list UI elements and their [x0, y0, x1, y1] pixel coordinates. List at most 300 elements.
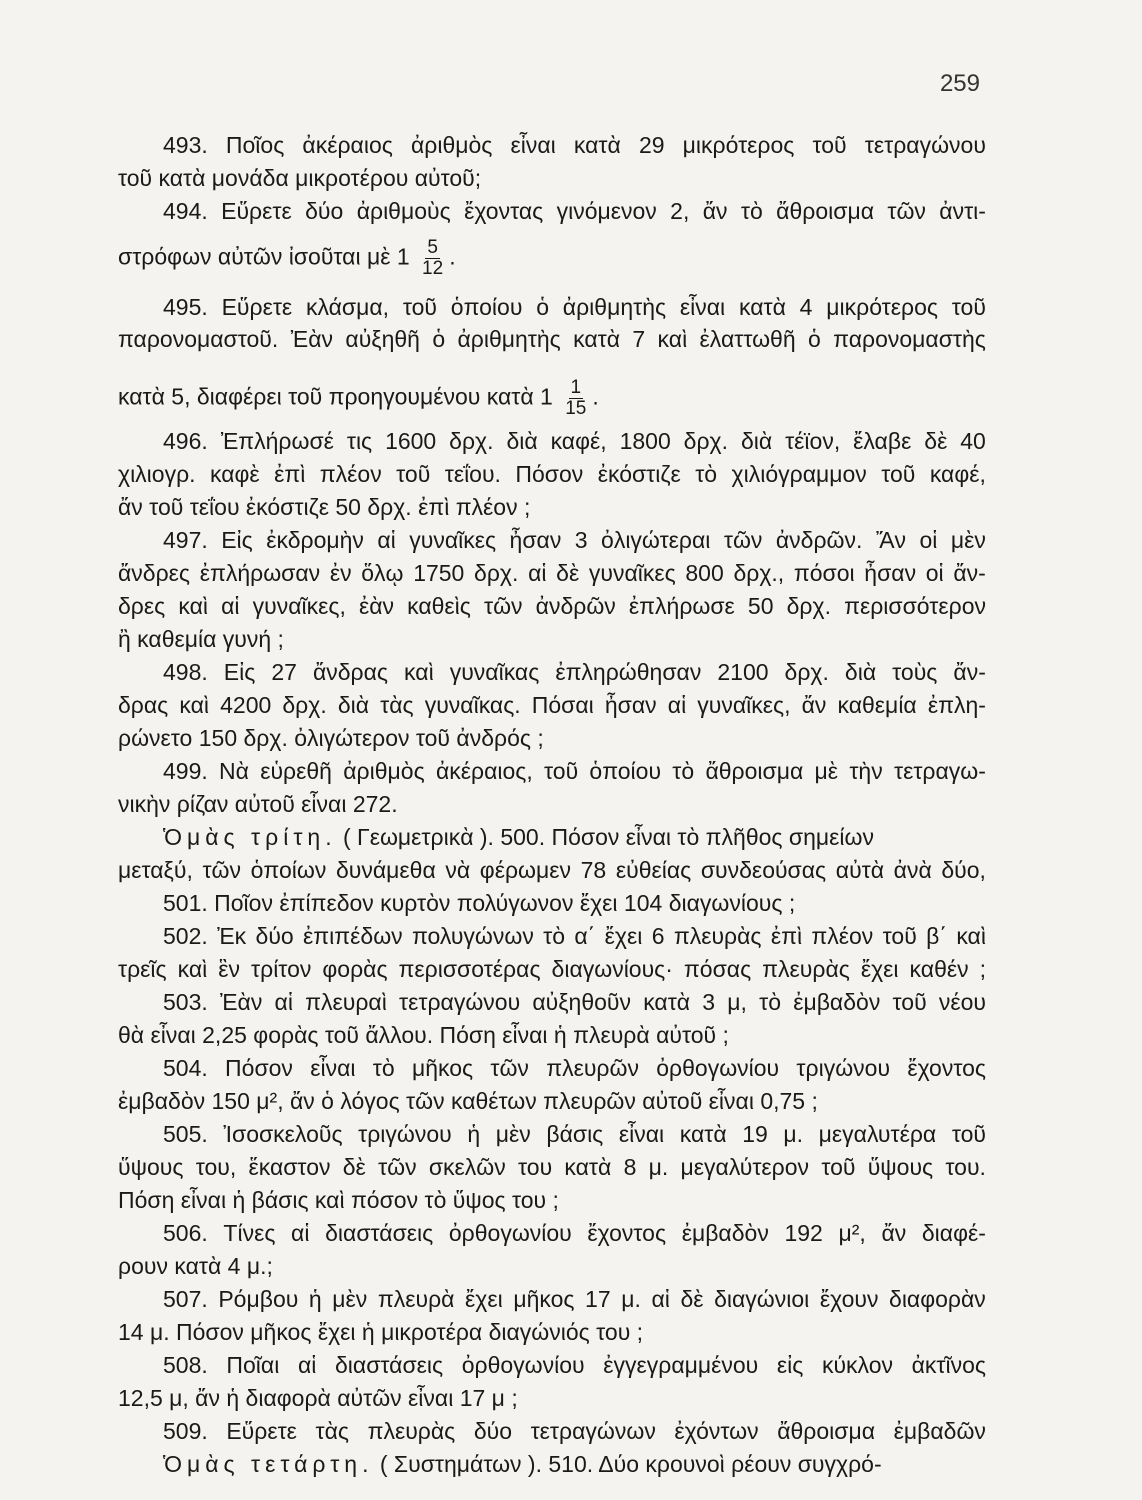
word: ἀκτῖνος [911, 1352, 986, 1378]
word: δὲ [556, 560, 580, 586]
word: Εἰς [223, 659, 256, 685]
word: δύο [473, 1418, 513, 1444]
word: ἔχει [465, 1286, 503, 1312]
word: δύο, [941, 857, 986, 883]
word: τῶν [378, 1154, 417, 1180]
word: 506. [163, 1220, 208, 1246]
word: αἱ [221, 593, 240, 619]
text-line: Πόση εἶναι ἡ βάσις καὶ πόσον τὸ ὕψος του ; [118, 1187, 559, 1213]
word: 2, [670, 198, 690, 224]
word: πλέον [319, 461, 382, 487]
text-line: 14 μ. Πόσον μῆκος ἔχει ἡ μικροτέρα διαγώνιός του ; [118, 1319, 644, 1345]
word: τὸ [759, 989, 781, 1015]
word: καθέν [909, 956, 969, 982]
word: ἐμβαδὸν [681, 1220, 769, 1246]
word: δρχ., [733, 560, 785, 586]
word: κατὰ [573, 132, 621, 158]
word: 3 [702, 989, 716, 1015]
word: 40 [960, 428, 986, 454]
word: γυναῖκες [588, 560, 676, 586]
word: δρας [118, 692, 169, 718]
word: ἐμβαδὸν [793, 989, 881, 1015]
word: τοῦ [881, 461, 916, 487]
word: μὲν [332, 1286, 368, 1312]
word: 505. [163, 1121, 208, 1147]
word: Νὰ [219, 758, 249, 784]
word: εὑρεθῆ [260, 758, 332, 784]
word: 494. [163, 198, 208, 224]
word: 495. [163, 294, 208, 320]
text-line [163, 292, 986, 322]
word: οἱ [919, 527, 938, 553]
word: Ποῖαι [226, 1352, 280, 1378]
word: δυνάμεθα [335, 857, 436, 883]
word: δύο [255, 923, 294, 949]
line-text: ( Γεωμετρικὰ ). 500. Πόσον εἶναι τὸ πλῆθος σημείων [342, 824, 874, 850]
word: κατὰ [643, 989, 691, 1015]
word: ἐχόντων [674, 1418, 759, 1444]
text-line [163, 1416, 986, 1446]
word: μεγαλύτερον [680, 1154, 810, 1180]
word: 78 [580, 857, 607, 883]
word: σκελῶν [428, 1154, 506, 1180]
word: αἱ [274, 989, 293, 1015]
word: τὰς [315, 1418, 349, 1444]
word: ἐπὶ [770, 923, 803, 949]
line-text: στρόφων αὐτῶν ἰσοῦται μὲ 1 [118, 243, 410, 270]
text-line [163, 987, 986, 1017]
word: Ἐπλήρωσέ [220, 428, 334, 454]
text-line [118, 855, 986, 885]
word: ἔχοντος [907, 1055, 986, 1081]
word: ὁποίων [250, 857, 327, 883]
text-line [163, 525, 986, 555]
word: πλευραὶ [305, 989, 387, 1015]
word: μὲ [814, 758, 839, 784]
word: ὁποίου [589, 758, 662, 784]
word: τῶν [490, 1055, 529, 1081]
word: τοῦ [882, 923, 917, 949]
word: τοῦ [951, 294, 986, 320]
word: μ, [727, 989, 747, 1015]
word: αἱ [528, 560, 547, 586]
word: ἔχει [604, 923, 643, 949]
word: τετραγώνου [864, 132, 986, 158]
word: διαφορὰν [889, 1286, 986, 1312]
word: ἡ [308, 1286, 322, 1312]
text-line: ἐμβαδὸν 150 μ², ἄν ὁ λόγος τῶν καθέτων πλευρῶν αὐτοῦ εἶναι 0,75 ; [118, 1088, 818, 1114]
word: του, [195, 1154, 237, 1180]
word: ὁποίου [450, 294, 523, 320]
line-text: . [592, 383, 599, 410]
word: ἐγγεγραμμένου [603, 1352, 759, 1378]
word: ἄθροισμα [705, 758, 804, 784]
word: Ἰσοσκελοῦς [223, 1121, 343, 1147]
word: καὶ [178, 593, 208, 619]
word: γινόμενον [556, 198, 657, 224]
word: ὁ [536, 294, 549, 320]
word: του. [945, 1154, 986, 1180]
word: πλευρῶν [546, 1055, 639, 1081]
word: ὀρθογωνίου [656, 1055, 780, 1081]
section-heading: Ὁμὰς τρίτη. [163, 824, 337, 850]
word: 493. [163, 132, 208, 158]
word: δρχ. [784, 659, 829, 685]
word: μ. [621, 1286, 641, 1312]
word: παρονομαστοῦ. [118, 326, 279, 352]
word: 4200 [220, 692, 272, 718]
word: ἐκδρομὴν [266, 527, 364, 553]
word: αἱ [651, 1286, 670, 1312]
word: ὕψους [118, 1154, 184, 1180]
section-line [163, 822, 986, 852]
text-line [163, 426, 986, 456]
word: διαφέ- [921, 1220, 986, 1246]
word: διαγώνιοι [714, 1286, 810, 1312]
word: οἱ [925, 560, 944, 586]
word: τοὺς [892, 659, 938, 685]
word: αἱ [377, 527, 396, 553]
word: περισσοτέρας [398, 956, 541, 982]
word: Εὕρετε [226, 1418, 297, 1444]
word: δὲ [924, 428, 948, 454]
word: τοῦ [812, 132, 847, 158]
word: καθεὶς [407, 593, 471, 619]
word: Πόσαι [531, 692, 594, 718]
section-line [163, 1449, 986, 1479]
word: 499. [163, 758, 208, 784]
word: ἐπλήρωσε [628, 593, 735, 619]
word: ὁ [432, 326, 446, 352]
word: κατὰ [573, 326, 621, 352]
text-line [118, 1152, 986, 1182]
text-line [163, 196, 986, 226]
text-line [118, 690, 986, 720]
text-line [163, 756, 986, 786]
word: ἕκαστον [248, 1154, 331, 1180]
line-text: ( Συστημάτων ). 510. Δύο κρουνοὶ ρέουν συγχρό- [373, 1451, 882, 1477]
word: γυναῖκας [449, 659, 540, 685]
word: δρες [118, 593, 166, 619]
word: διαστάσεις [334, 1352, 444, 1378]
word: νέου [938, 989, 986, 1015]
word: ἄν- [953, 659, 986, 685]
word: εὐθείας [615, 857, 692, 883]
word: καφὲ [210, 461, 260, 487]
word: ὁ [808, 326, 821, 352]
word: ἐν [329, 560, 352, 586]
word: διὰ [337, 692, 370, 718]
text-line [118, 459, 986, 489]
word: γυναῖκες [409, 527, 497, 553]
word: τοῦ [396, 461, 431, 487]
word: τις [346, 428, 373, 454]
fraction [563, 378, 588, 419]
text-line: τοῦ κατὰ μονάδα μικροτέρου αὐτοῦ; [118, 165, 482, 191]
fraction-denominator: 15 [565, 398, 587, 419]
word: κατὰ [738, 294, 786, 320]
word: ἄν [801, 692, 827, 718]
word: δρχ. [449, 428, 494, 454]
word: ἦσαν [509, 527, 562, 553]
word: τὸ [740, 198, 763, 224]
word: ἄν [881, 1220, 907, 1246]
word: ἀκέραιος, [435, 758, 533, 784]
word: κλάσμα, [305, 294, 390, 320]
line-text: κατὰ 5, διαφέρει τοῦ προηγουμένου κατὰ 1 [118, 383, 553, 410]
word: τὴν [849, 758, 883, 784]
word: ἄθροισμα [776, 198, 874, 224]
word: μ. [783, 1121, 804, 1147]
word: τριγώνου [358, 1121, 452, 1147]
word: γυναῖκες, [697, 692, 791, 718]
word: διὰ [506, 428, 538, 454]
word: πόσας [683, 956, 752, 982]
word: 1600 [385, 428, 437, 454]
word: καφέ, [929, 461, 986, 487]
word: ἄθροισμα [777, 1418, 876, 1444]
word: τοῦ [821, 1154, 856, 1180]
word: πόσοι [793, 560, 855, 586]
word: 508. [163, 1352, 208, 1378]
word: ἀνδρῶν [535, 593, 616, 619]
word: τὸ [543, 923, 566, 949]
word: πλευρὰς [673, 923, 762, 949]
text-line: ἄν τοῦ τεΐου ἐκόστιζε 50 δρχ. ἐπὶ πλέον ; [118, 494, 531, 520]
word: πλευρὰς [367, 1418, 456, 1444]
word: ὕψους [867, 1154, 934, 1180]
word: αἱ [291, 1220, 310, 1246]
word: 496. [163, 428, 208, 454]
word: 507. [163, 1286, 208, 1312]
word: ἄνδρας [312, 659, 389, 685]
word: διαγωνίους· [551, 956, 673, 982]
word: μεγαλυτέρα [818, 1121, 937, 1147]
text-line [163, 657, 986, 687]
word: αἱ [297, 1352, 317, 1378]
text-line-with-fraction [118, 378, 986, 419]
word: εἶναι [618, 1121, 665, 1147]
word: νὰ [445, 857, 471, 883]
word: 27 [271, 659, 297, 685]
word: συνδεούσας [700, 857, 827, 883]
word: δρχ. [282, 692, 327, 718]
word: δρχ. [786, 593, 831, 619]
word: ἦσαν [604, 692, 657, 718]
word: του [518, 1154, 553, 1180]
word: αὐτὰ [835, 857, 885, 883]
word: καὶ [657, 326, 688, 352]
word: ἀριθμοὺς [356, 198, 451, 224]
word: εἶναι [679, 294, 726, 320]
word: 19 [742, 1121, 768, 1147]
word: τῶν [887, 198, 926, 224]
word: τὸ [372, 1055, 395, 1081]
word: Ἐκ [217, 923, 247, 949]
word: μεταξύ, [118, 857, 193, 883]
word: χιλιόγραμμον [731, 461, 867, 487]
word: ἄνδρες [118, 560, 191, 586]
word: αἱ [667, 692, 687, 718]
word: αὐξηθῆ [345, 326, 420, 352]
word: 7 [632, 326, 646, 352]
word: ἔχοντας [464, 198, 544, 224]
word: τεΐου. [444, 461, 501, 487]
word: ἄν- [953, 560, 986, 586]
word: ἐπλη- [927, 692, 986, 718]
word: ἀντι- [939, 198, 986, 224]
word: τοῦ [544, 758, 579, 784]
text-line [163, 1053, 986, 1083]
word: ἐπληρώθησαν [555, 659, 702, 685]
word: κατὰ [564, 1154, 612, 1180]
text-line [163, 921, 986, 951]
word: 6 [651, 923, 665, 949]
word: καὶ [179, 692, 210, 718]
word: διὰ [844, 659, 877, 685]
word: Εἰς [221, 527, 253, 553]
word: δύο [305, 198, 344, 224]
word: ἀριθμὸς [343, 758, 425, 784]
word: τῶν [484, 593, 523, 619]
word: ἐπλήρωσαν [199, 560, 321, 586]
word: δρχ. [683, 428, 729, 454]
word: ὀλιγώτεραι [601, 527, 711, 553]
text-line: 501. Ποῖον ἐπίπεδον κυρτὸν πολύγωνον ἔχει 104 διαγωνίους ; [163, 890, 796, 916]
word: εἰς [776, 1352, 804, 1378]
word: βάσις [546, 1121, 604, 1147]
word: τῶν [202, 857, 242, 883]
word: ὀρθογωνίου [461, 1352, 585, 1378]
section-heading: Ὁμὰς τετάρτη. [163, 1451, 374, 1477]
word: ἐκόστιζε [597, 461, 681, 487]
word: καθεμία [837, 692, 917, 718]
word: ἀριθμητὴς [562, 294, 667, 320]
word: τρίτον [251, 956, 312, 982]
fraction-numerator: 5 [427, 237, 438, 258]
word: Ποῖος [225, 132, 285, 158]
word: 3 [574, 527, 588, 553]
word: παρονομαστὴς [833, 326, 986, 352]
word: τὸ [672, 758, 695, 784]
word: τοῦ [402, 294, 437, 320]
word: μὲν [495, 1121, 531, 1147]
word: γυναῖκας. [424, 692, 521, 718]
word: ; [979, 956, 986, 982]
word: 497. [163, 527, 208, 553]
word: ἀνὰ [893, 857, 932, 883]
word: ἐλαττωθῆ [699, 326, 796, 352]
word: β΄ [926, 923, 947, 949]
word: 50 [747, 593, 774, 619]
word: πολυγώνων [411, 923, 534, 949]
text-line: ρώνετο 150 δρχ. ὀλιγώτερον τοῦ ἀνδρός ; [118, 725, 544, 751]
word: μὲν [950, 527, 986, 553]
word: τοῦ [892, 989, 927, 1015]
word: τετραγώνου [399, 989, 521, 1015]
text-line [163, 1119, 986, 1149]
word: κύκλον [821, 1352, 893, 1378]
word: 800 [685, 560, 724, 586]
word: 8 [623, 1154, 637, 1180]
word: φορὰς [322, 956, 388, 982]
word: ἔχουν [819, 1286, 879, 1312]
word: ἀριθμὸς [410, 132, 493, 158]
word: α΄ [574, 923, 596, 949]
word: μῆκος [411, 1055, 474, 1081]
word: ἔχοντος [587, 1220, 667, 1246]
word: 504. [163, 1055, 208, 1081]
page-number: 259 [939, 70, 980, 97]
word: Εὕρετε [221, 294, 293, 320]
word: ἐμβαδῶν [893, 1418, 986, 1444]
text-line [163, 1218, 986, 1248]
text-line: νικὴν ρίζαν αὐτοῦ εἶναι 272. [118, 791, 398, 817]
word: πλευρὰς [762, 956, 850, 982]
word: δὲ [680, 1286, 704, 1312]
word: τὸ [695, 461, 718, 487]
word: ἐπὶ [274, 461, 306, 487]
word: μικρότερος [682, 132, 795, 158]
word: δρχ. [474, 560, 519, 586]
word: Ἐὰν [219, 989, 263, 1015]
word: ἓν [218, 956, 241, 982]
word: διὰ [740, 428, 773, 454]
text-line: θὰ εἶναι 2,25 φορὰς τοῦ ἄλλου. Πόση εἶναι ἡ πλευρὰ αὐτοῦ ; [118, 1022, 729, 1048]
word: ἔλαβε [853, 428, 912, 454]
word: Τίνες [223, 1220, 276, 1246]
word: 503. [163, 989, 208, 1015]
text-line [118, 954, 986, 984]
word: περισσότερον [844, 593, 986, 619]
line-text: . [449, 243, 456, 270]
fraction-numerator: 1 [570, 377, 582, 398]
text-line [118, 558, 986, 588]
word: τετραγω- [893, 758, 986, 784]
word: φέρωμεν [479, 857, 572, 883]
text-line [163, 1350, 986, 1380]
text-line [163, 1284, 986, 1314]
word: 4 [799, 294, 813, 320]
word: 1750 [413, 560, 465, 586]
text-line: 12,5 μ, ἄν ἡ διαφορὰ αὐτῶν εἶναι 17 μ ; [118, 1385, 518, 1411]
word: καὶ [177, 956, 208, 982]
word: 1800 [619, 428, 671, 454]
word: τέϊον, [785, 428, 841, 454]
text-line [118, 591, 986, 621]
word: ἀνδρῶν. [775, 527, 863, 553]
word: τριγώνου [796, 1055, 891, 1081]
word: γυναῖκες, [252, 593, 346, 619]
word: 498. [163, 659, 208, 685]
word: Ἄν [875, 527, 907, 553]
word: καφέ, [550, 428, 607, 454]
word: Ρόμβου [218, 1286, 299, 1312]
text-line: ρουν κατὰ 4 μ.; [118, 1253, 273, 1279]
word: καὶ [404, 659, 434, 685]
word: ἐὰν [358, 593, 395, 619]
word: 192 [784, 1220, 823, 1246]
word: 17 [585, 1286, 611, 1312]
word: τῶν [723, 527, 763, 553]
word: μικρότερος [826, 294, 938, 320]
word: δὲ [342, 1154, 366, 1180]
word: 29 [638, 132, 665, 158]
word: 502. [163, 923, 208, 949]
word: 2100 [717, 659, 769, 685]
word: Πόσον [225, 1055, 293, 1081]
word: ὀρθογωνίου [448, 1220, 572, 1246]
